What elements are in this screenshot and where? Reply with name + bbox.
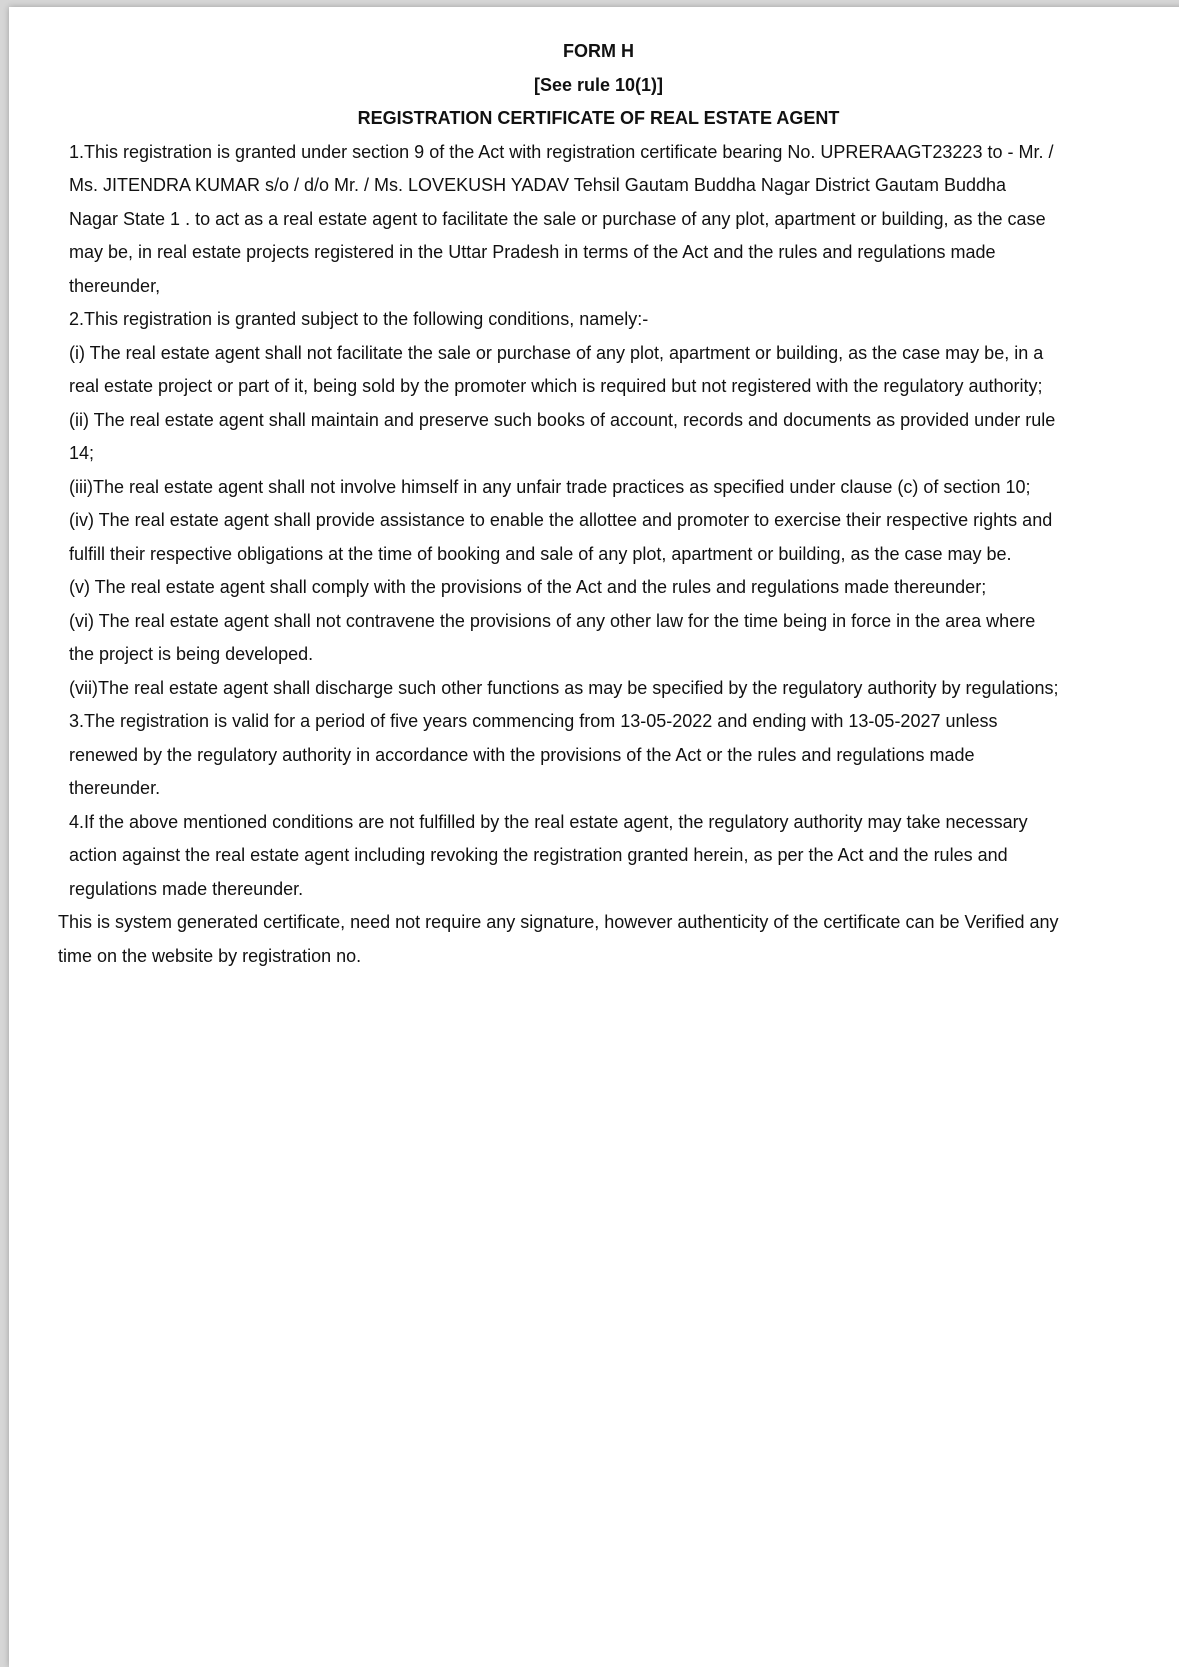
body-text-line: real estate project or part of it, being sold by the promoter which is required but not registered with the regulatory authority; [69,376,1043,396]
body-text-line: (i) The real estate agent shall not facilitate the sale or purchase of any plot, apartment or building, as the case may be, in a [69,342,1044,363]
body-text-line: 4.If the above mentioned conditions are not fulfilled by the real estate agent, the regulatory authority may take necessary [69,811,1028,832]
body-text-line: 3.The registration is valid for a period of five years commencing from 13-05-2022 and ending with 13-05-2027 unless [69,711,998,731]
body-text-line: fulfill their respective obligations at the time of booking and sale of any plot, apartment or building, as the case may be. [69,543,1012,564]
body-text-line: action against the real estate agent including revoking the registration granted herein, as per the Act and the rules and [69,845,1008,865]
body-text-line: Nagar State 1 . to act as a real estate agent to facilitate the sale or purchase of any plot, apartment or building, as the case [69,208,1046,229]
body-text-line: Ms. JITENDRA KUMAR s/o / d/o Mr. / Ms. LOVEKUSH YADAV Tehsil Gautam Buddha Nagar District Gautam Buddha [69,175,1007,195]
body-text-line: the project is being developed. [69,644,314,664]
body-text-line: (iv) The real estate agent shall provide assistance to enable the allottee and promoter to exercise their respective rights and [69,510,1053,530]
body-text-line: (vii)The real estate agent shall discharge such other functions as may be specified by the regulatory authority by regulations; [69,677,1059,698]
rule-reference: [See rule 10(1)] [533,74,664,95]
body-text-line: (iii)The real estate agent shall not involve himself in any unfair trade practices as specified under clause (c) of section 10; [69,476,1031,497]
form-label: FORM H [563,41,634,61]
body-text-line: (ii) The real estate agent shall maintain and preserve such books of account, records and documents as provided under rule [69,409,1056,430]
footer-note-line: time on the website by registration no. [58,945,362,966]
body-text-line: may be, in real estate projects registered in the Uttar Pradesh in terms of the Act and the rules and regulations made [69,242,996,262]
body-text-line: regulations made thereunder. [69,878,304,899]
body-text-line: 2.This registration is granted subject to the following conditions, namely:- [69,309,649,329]
body-text-line: thereunder. [69,778,161,798]
body-text-line: 14; [69,443,95,463]
body-text-line: (v) The real estate agent shall comply with the provisions of the Act and the rules and regulations made thereunder; [69,577,987,597]
body-text-line: 1.This registration is granted under section 9 of the Act with registration certificate bearing No. UPRERAAGT23223 to - Mr. / [69,141,1054,162]
body-text-line: thereunder, [69,275,161,296]
body-text-line: renewed by the regulatory authority in accordance with the provisions of the Act or the rules and regulations made [69,744,975,765]
body-text-line: (vi) The real estate agent shall not contravene the provisions of any other law for the time being in force in the area where [69,610,1036,631]
footer-note-line: This is system generated certificate, need not require any signature, however authenticity of the certificate can be Verified any [58,912,1059,932]
document-page [9,7,1179,1667]
certificate-title: REGISTRATION CERTIFICATE OF REAL ESTATE AGENT [357,108,840,128]
